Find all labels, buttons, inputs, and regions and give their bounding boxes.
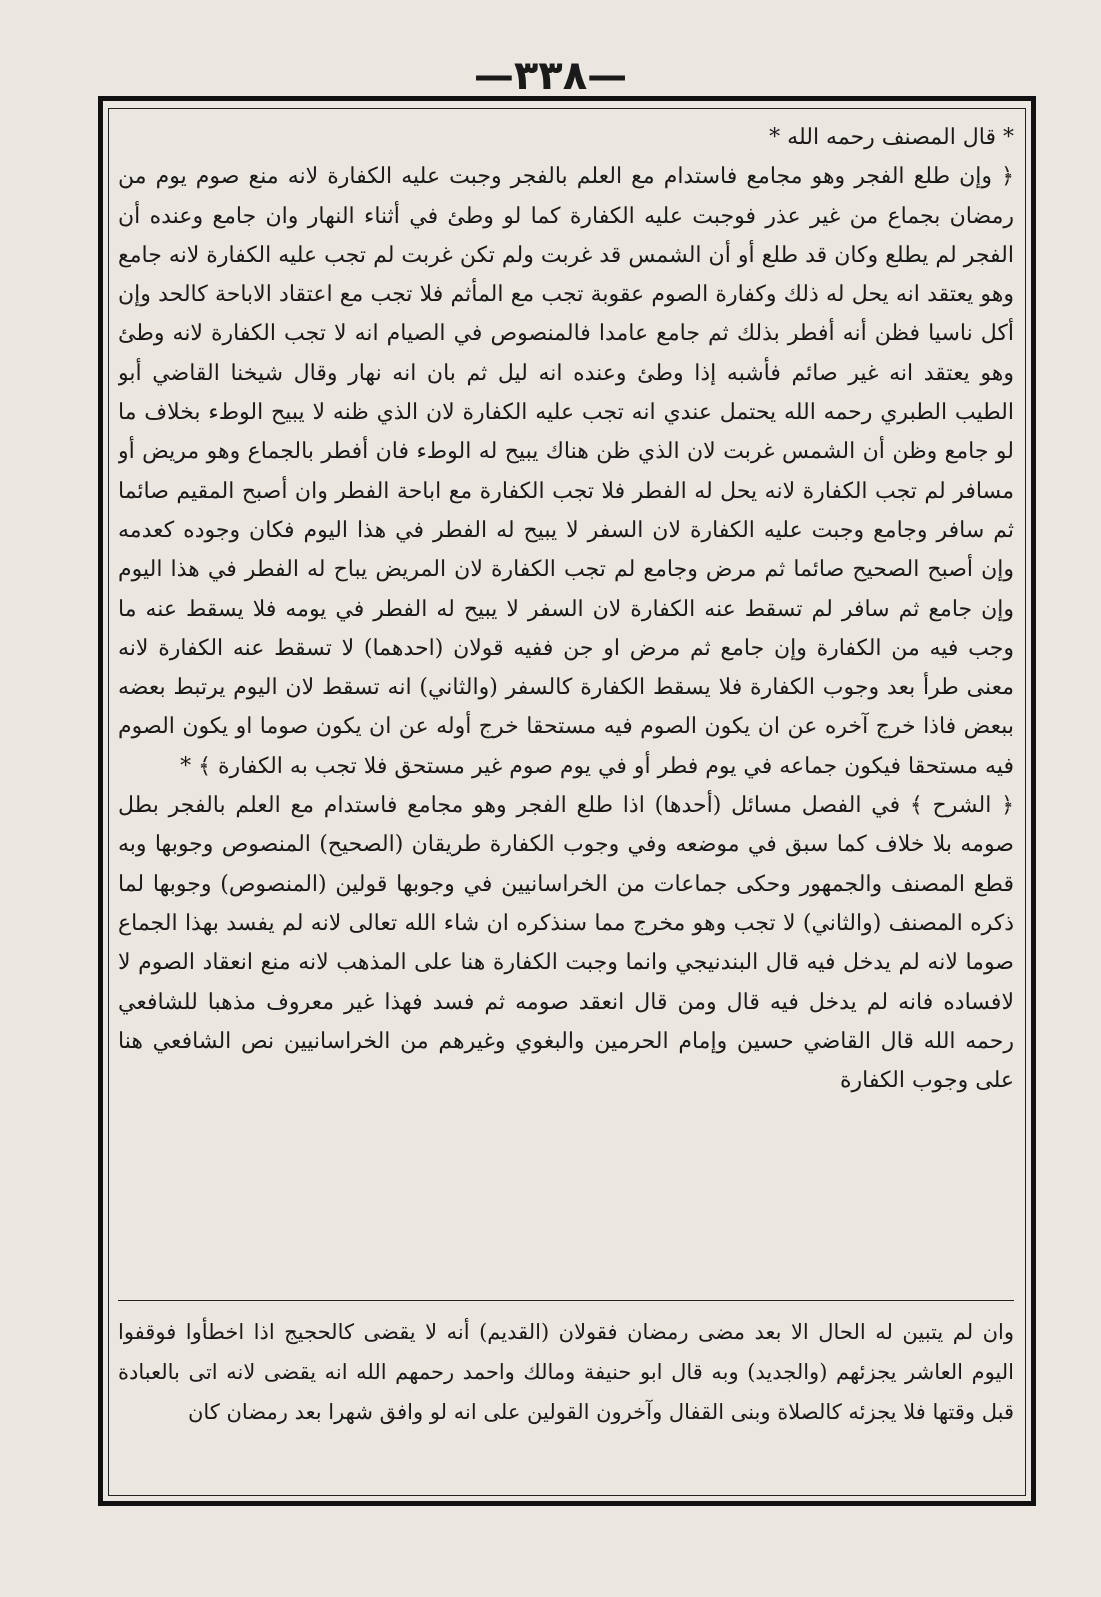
- paragraph-sharh: ﴿ الشرح ﴾ في الفصل مسائل (أحدها) اذا طلع الفجر وهو مجامع فاستدام مع العلم بالفجر بطل صومه بلا خلاف كما سبق في موضعه وفي وجوب الكفارة طريقان (الصحيح) المنصوص وجوبها وبه قطع المصنف والجمهور وحكى جماعات من الخراسانيين في وجوبها قولين (المنصوص) وجوبها لما ذكره المصنف (والثاني) لا تجب وهو مخرج مما سنذكره ان شاء الله تعالى لانه لم يفسد بهذا الجماع صوما لانه لم يدخل فيه قال البندنيجي وانما وجبت الكفارة هنا على المذهب لانه منع انعقاد الصوم لا لافساده فانه لم يدخل فيه قال ومن قال انعقد صومه ثم فسد فهذا غير معروف مذهبا للشافعي رحمه الله قال القاضي حسين وإمام الحرمين والبغوي وغيرهم من الخراسانيين نص الشافعي هنا على وجوب الكفارة: [118, 793, 1014, 1094]
- paragraph-author-heading: * قال المصنف رحمه الله *: [769, 125, 1014, 150]
- paragraph-footnote: وان لم يتبين له الحال الا بعد مضى رمضان فقولان (القديم) أنه لا يقضى كالحجيج اذا اخطأوا فوقفوا اليوم العاشر يجزئهم (والجديد) وبه قال ابو حنيفة ومالك واحمد رحمهم الله انه يقضى لانه اتى بالعبادة قبل وقتها فلا يجزئه كالصلاة وبنى القفال وآخرون القولين على انه لو وافق شهرا بعد رمضان كان: [118, 1320, 1014, 1424]
- footnote-separator: [118, 1300, 1014, 1301]
- footnote-text: [118, 1312, 1014, 1492]
- page-number: —٣٣٨—: [473, 53, 628, 99]
- paragraph-matn: ﴿ وإن طلع الفجر وهو مجامع فاستدام مع العلم بالفجر وجبت عليه الكفارة لانه منع صوم يوم من رمضان بجماع من غير عذر فوجبت عليه الكفارة كما لو وطئ في أثناء النهار وان جامع وعنده أن الفجر لم يطلع وكان قد طلع أو أن الشمس قد غربت ولم تكن غربت لم تجب عليه الكفارة لانه جامع وهو يعتقد انه يحل له ذلك وكفارة الصوم عقوبة تجب مع المأثم فلا تجب مع اعتقاد الاباحة كالحد وإن أكل ناسيا فظن أنه أفطر بذلك ثم جامع عامدا فالمنصوص في الصيام انه لا تجب الكفارة لانه وطئ وهو يعتقد انه غير صائم فأشبه إذا وطئ وعنده انه ليل ثم بان انه نهار وقال شيخنا القاضي أبو الطيب الطبري رحمه الله يحتمل عندي انه تجب عليه الكفارة لان الذي ظنه لا يبيح الوطء بخلاف ما لو جامع وظن أن الشمس غربت لان الذي ظن هناك يبيح له الوطء فان أفطر بالجماع وهو مريض أو مسافر لم تجب الكفارة لانه يحل له الفطر فلا تجب الكفارة مع اباحة الفطر وان أصبح المقيم صائما ثم سافر وجامع وجبت عليه الكفارة لان السفر لا يبيح له الفطر في هذا اليوم فكان وجوده كعدمه وإن أصبح الصحيح صائما ثم مرض وجامع لم تجب الكفارة لان المريض يباح له الفطر في هذا اليوم وإن جامع ثم سافر لم تسقط عنه الكفارة لان السفر لا يبيح له الفطر في يومه فلا يسقط عنه ما وجب فيه من الكفارة وإن جامع ثم مرض او جن ففيه قولان (احدهما) لا تسقط عنه الكفارة لانه معنى طرأ بعد وجوب الكفارة فلا يسقط الكفارة كالسفر (والثاني) انه تسقط لان اليوم يرتبط بعضه ببعض فاذا خرج آخره عن ان يكون الصوم فيه مستحقا خرج أوله عن ان يكون صوما او يكون الصوم فيه مستحقا فيكون جماعه في يوم فطر أو في يوم صوم غير مستحق فلا تجب به الكفارة ﴾ *: [118, 164, 1014, 779]
- main-text: [118, 118, 1014, 1298]
